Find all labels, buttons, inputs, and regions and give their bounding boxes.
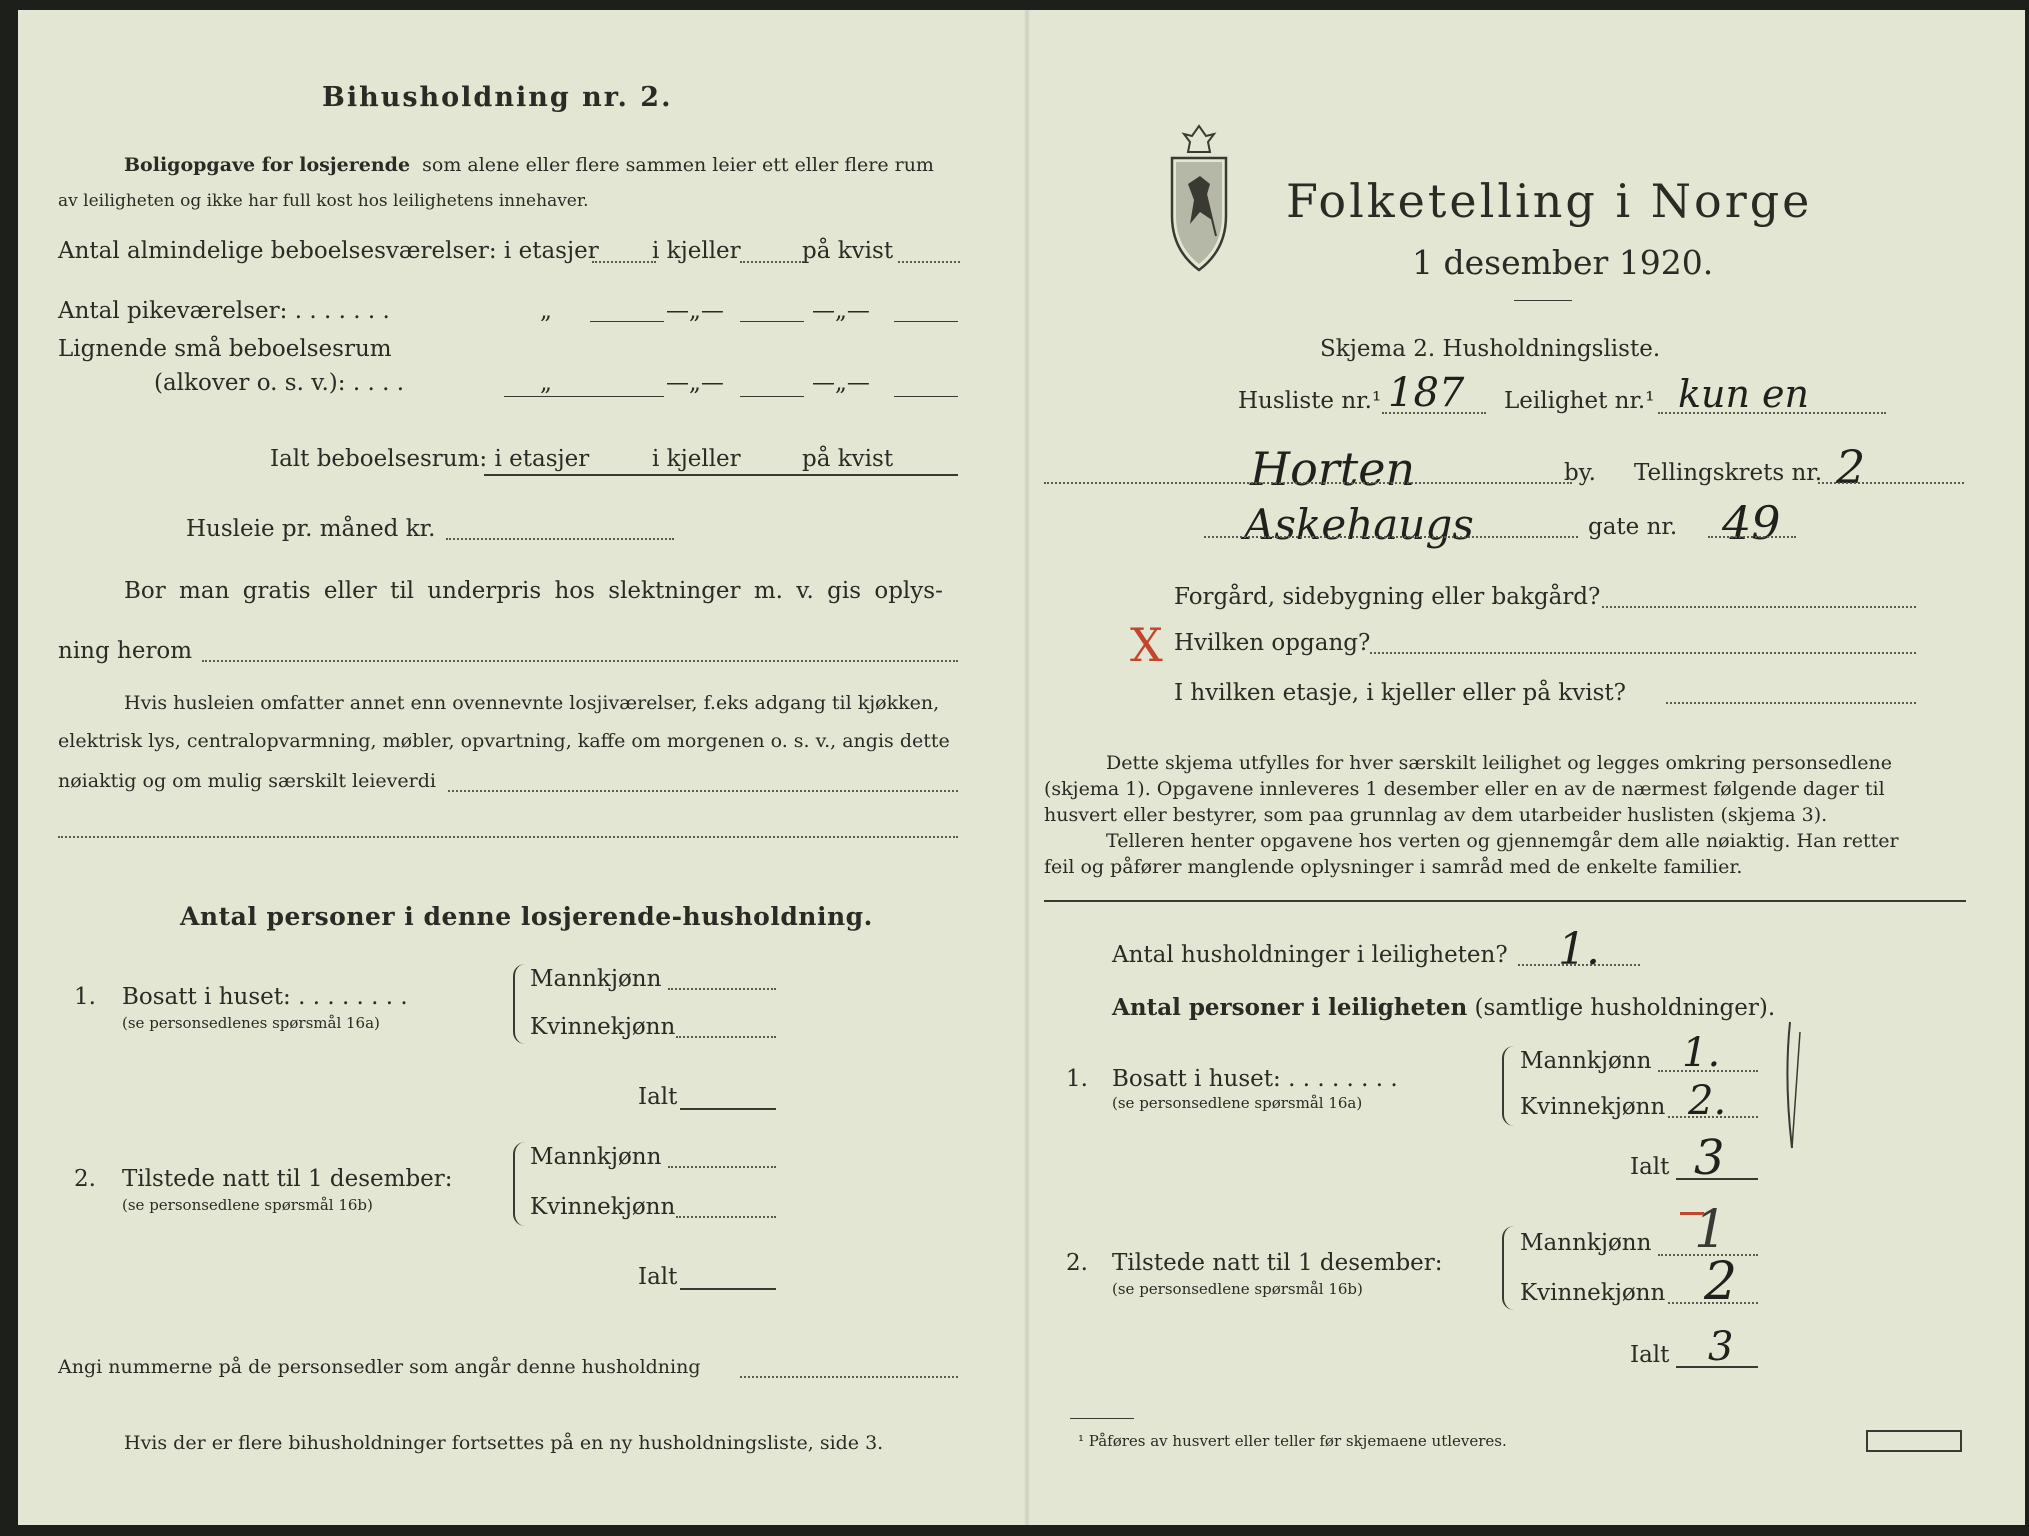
left-q1-sub: (se personsedlenes spørsmål 16a) [122,1014,380,1032]
left-title: Bihusholdning nr. 2. [322,82,673,113]
tellingskrets-label: Tellingskrets nr. [1634,460,1823,486]
dash-ditto: —„— [666,298,724,324]
right-q1-kvinne-field [1668,1116,1758,1118]
right-q2-num: 2. [1066,1250,1088,1276]
right-q2-sub: (se personsedlene spørsmål 16b) [1112,1280,1363,1298]
husleien-line-1: Hvis husleien omfatter annet enn ovennevnte losjiværelser, f.eks adgang til kjøkken, [124,692,940,714]
kvist-field[interactable] [898,261,960,263]
gratis-field[interactable] [202,660,958,662]
antal-husholdninger-label: Antal husholdninger i leiligheten? [1112,942,1508,968]
leieverdi-field-2[interactable] [58,836,958,838]
instructions-divider [1044,900,1966,902]
alkover-etasjer-field[interactable] [504,396,664,397]
left-q2-brace [513,1142,525,1226]
check-stroke-icon [1774,1020,1804,1152]
ialt-beboelsesrum-rule [484,474,958,476]
i-kjeller-label: i kjeller [652,238,741,264]
antal-pike-label: Antal pikeværelser: . . . . . . . [58,298,390,324]
right-q1-label: Bosatt i huset: . . . . . . . . [1112,1066,1398,1092]
by-value[interactable]: Horten [1250,442,1416,496]
right-q2-ialt-value[interactable]: 3 [1708,1324,1734,1370]
i-kjeller-label-2: i kjeller [652,446,741,472]
right-q1-ialt-value[interactable]: 3 [1694,1130,1725,1186]
right-q2-mann-value[interactable]: 1 [1694,1200,1728,1260]
right-q1-kvinne-value[interactable]: 2. [1688,1078,1727,1124]
right-q2-kvinne-label: Kvinnekjønn [1520,1280,1666,1306]
red-pencil-stroke [1680,1212,1704,1215]
kjeller-field[interactable] [740,261,804,263]
left-q2-label: Tilstede natt til 1 desember: [122,1166,453,1192]
pike-kjeller-field[interactable] [740,321,804,322]
lignende-label-2: (alkover o. s. v.): . . . . [154,370,405,396]
angi-nummerne-field[interactable] [740,1376,958,1378]
title-divider [1514,300,1572,301]
husleie-label: Husleie pr. måned kr. [186,516,436,542]
left-q1-kvinne-label: Kvinnekjønn [530,1014,676,1040]
right-q1-mann-field [1658,1070,1758,1072]
forgaard-field[interactable] [1602,606,1916,608]
intro-line-1: Boligopgave for losjerende som alene eller flere sammen leier ett eller flere rum [124,154,934,176]
left-q1-kvinne-field[interactable] [676,1036,776,1038]
left-q2-kvinne-field[interactable] [676,1216,776,1218]
husliste-label: Husliste nr.¹ [1238,388,1382,414]
gate-label: gate nr. [1588,514,1678,540]
printer-stamp-icon [1866,1430,1962,1452]
husliste-value[interactable]: 187 [1388,370,1465,416]
right-q2-kvinne-field [1668,1302,1758,1304]
left-q1-label: Bosatt i huset: . . . . . . . . [122,984,408,1010]
flere-bihusholdninger: Hvis der er flere bihusholdninger fortsettes på en ny husholdningsliste, side 3. [124,1432,884,1454]
page-fold [1024,10,1030,1525]
dash-ditto-2: —„— [812,298,870,324]
right-q2-kvinne-value[interactable]: 2 [1704,1252,1738,1312]
form-title: Folketelling i Norge [1286,174,1813,228]
opgang-red-mark: X [1130,618,1163,672]
left-q2-sub: (se personsedlene spørsmål 16b) [122,1196,373,1214]
etasje-field[interactable] [1666,702,1916,704]
dash-ditto-3: —„— [666,370,724,396]
gate-value[interactable]: Askehaugs [1244,500,1474,549]
right-q1-brace [1502,1046,1514,1126]
dash-ditto-4: —„— [812,370,870,396]
norwegian-coat-of-arms-icon [1166,124,1232,274]
right-q1-ialt-label: Ialt [1630,1154,1670,1180]
left-q2-kvinne-label: Kvinnekjønn [530,1194,676,1220]
left-q1-ialt-label: Ialt [638,1084,678,1110]
left-q1-brace [513,964,525,1044]
right-q2-label: Tilstede natt til 1 desember: [1112,1250,1443,1276]
forgaard-label: Forgård, sidebygning eller bakgård? [1174,584,1601,610]
gate-nr-value[interactable]: 49 [1722,496,1781,550]
leilighet-field [1658,412,1886,414]
instructions: Dette skjema utfylles for hver særskilt leilighet og legges omkring personsedlene (skjema 1). Opgavene innleveres 1 desember eller en av de nærmest følgende dager til husvert eller bestyrer, som paa grunnlag av dem utarbeider huslisten (skjema 3). Telleren henter opgavene hos verten og gjennemgår dem alle nøiaktig. Han retter feil og påfører manglende oplysninger i samråd med de enkelte familier. [1044,752,1899,878]
left-q2-num: 2. [74,1166,96,1192]
antal-almindelige-label: Antal almindelige beboelsesværelser: i etasjer [58,238,599,264]
ialt-beboelsesrum-label: Ialt beboelsesrum: i etasjer [270,446,590,472]
left-q2-mann-label: Mannkjønn [530,1144,662,1170]
gratis-line-1: Bor man gratis eller til underpris hos slektninger m. v. gis oplys- [124,578,943,604]
paa-kvist-label-2: på kvist [802,446,894,472]
right-q1-ialt-field [1676,1178,1758,1180]
footnote: ¹ Påføres av husvert eller teller før skjemaene utleveres. [1078,1432,1507,1450]
opgang-field[interactable] [1370,652,1916,654]
by-field [1044,482,1572,484]
leilighet-label: Leilighet nr.¹ [1504,388,1655,414]
pike-kvist-field[interactable] [894,321,958,322]
tellingskrets-value[interactable]: 2 [1836,440,1866,494]
alkover-kjeller-field[interactable] [740,396,804,397]
ditto-mark-2: „ [540,370,552,396]
right-q1-num: 1. [1066,1066,1088,1092]
right-q2-ialt-label: Ialt [1630,1342,1670,1368]
skjema-label: Skjema 2. Husholdningsliste. [1320,336,1661,362]
right-q1-mann-label: Mannkjønn [1520,1048,1652,1074]
right-q1-sub: (se personsedlene spørsmål 16a) [1112,1094,1363,1112]
paa-kvist-label: på kvist [802,238,894,264]
tellingskrets-field [1818,482,1964,484]
right-q2-ialt-field [1676,1366,1758,1368]
pike-etasjer-field[interactable] [590,321,664,322]
alkover-kvist-field[interactable] [894,396,958,397]
gate-nr-field [1708,536,1796,538]
antal-personer-heading-right: Antal personer i leiligheten (samtlige husholdninger). [1112,994,1776,1021]
left-q1-mann-field[interactable] [668,988,776,990]
left-q2-ialt-field[interactable] [680,1288,776,1290]
right-q2-brace [1502,1226,1514,1310]
left-q1-mann-label: Mannkjønn [530,966,662,992]
etasje-label: I hvilken etasje, i kjeller eller på kvist? [1174,680,1626,706]
antal-husholdninger-value[interactable]: 1. [1558,924,1600,975]
husleien-line-2: elektrisk lys, centralopvarmning, møbler, opvartning, kaffe om morgenen o. s. v., angis dette [58,730,950,752]
opgang-label: Hvilken opgang? [1174,630,1371,656]
left-q1-num: 1. [74,984,96,1010]
lignende-label-1: Lignende små beboelsesrum [58,336,392,362]
ditto-mark: „ [540,298,552,324]
by-label: by. [1564,460,1596,486]
footnote-divider [1070,1418,1134,1419]
right-q1-kvinne-label: Kvinnekjønn [1520,1094,1666,1120]
right-q2-mann-label: Mannkjønn [1520,1230,1652,1256]
left-q2-mann-field[interactable] [668,1166,776,1168]
leieverdi-field[interactable] [448,790,958,792]
husliste-field [1382,412,1486,414]
angi-nummerne-label: Angi nummerne på de personsedler som angår denne husholdning [58,1356,701,1378]
antal-husholdninger-field [1518,964,1640,966]
husleie-field[interactable] [446,538,674,540]
intro-line-2: av leiligheten og ikke har full kost hos leilighetens innehaver. [58,191,589,211]
right-q1-mann-value[interactable]: 1. [1682,1030,1721,1076]
leilighet-value[interactable]: kun en [1678,372,1810,416]
husleien-line-3: nøiaktig og om mulig særskilt leieverdi [58,770,436,792]
gate-field [1204,536,1578,538]
antal-personer-heading-left: Antal personer i denne losjerende-husholdning. [180,902,873,931]
gratis-line-2: ning herom [58,638,193,664]
census-date: 1 desember 1920. [1412,243,1714,282]
census-form-sheet [18,10,2025,1525]
etasjer-field[interactable] [592,261,656,263]
left-q1-ialt-field[interactable] [680,1108,776,1110]
left-q2-ialt-label: Ialt [638,1264,678,1290]
